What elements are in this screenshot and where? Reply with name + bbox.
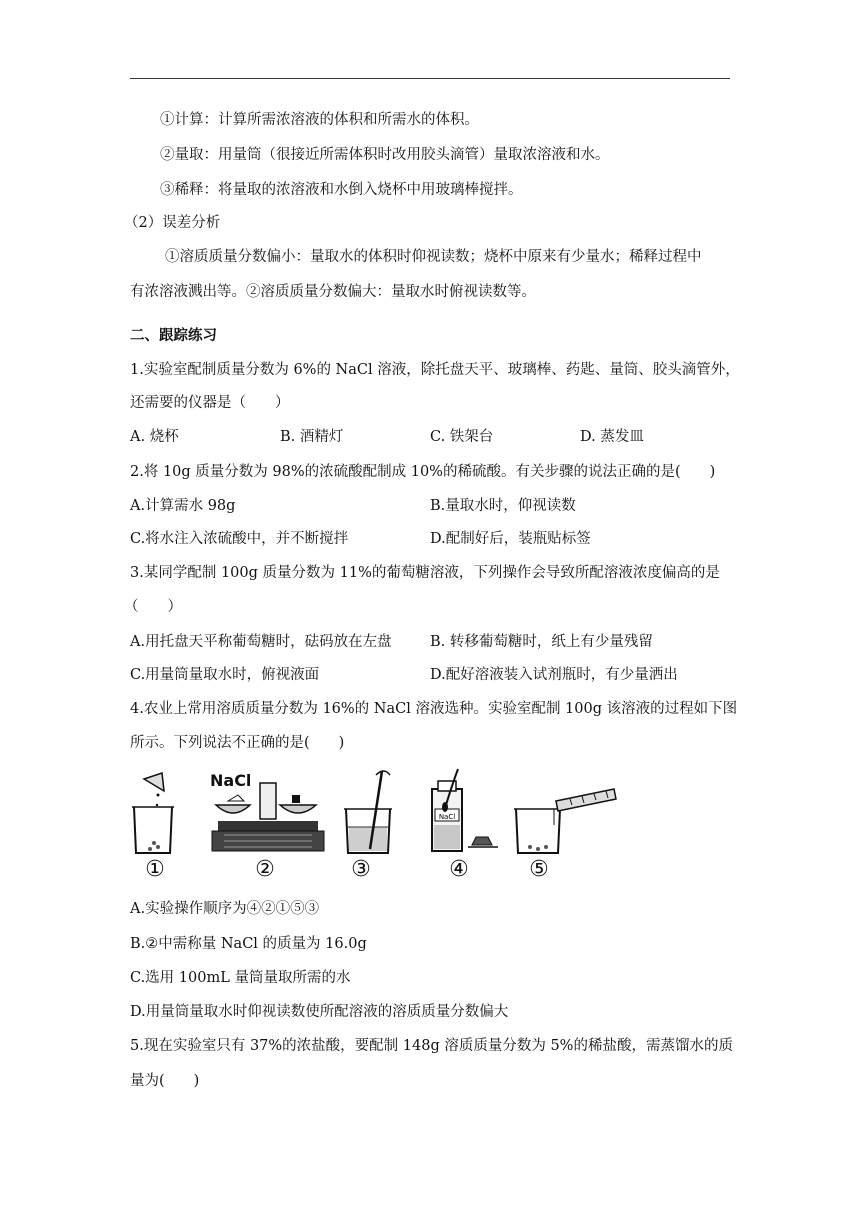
stirring-beaker-icon: [340, 765, 400, 857]
q4-option-a: A.实验操作顺序为④②①⑤③: [130, 901, 320, 917]
step-calculate: ①计算：计算所需浓溶液的体积和所需水的体积。: [160, 112, 479, 128]
bottle-label: NaCl: [438, 813, 456, 821]
q1-option-b: B. 酒精灯: [280, 429, 344, 445]
step-dilute: ③稀释：将量取的浓溶液和水倒入烧杯中用玻璃棒搅拌。: [160, 182, 523, 198]
balance-scale-icon: [208, 765, 328, 857]
pouring-water-beaker-icon: [510, 765, 620, 857]
q4-option-c: C.选用 100mL 量筒量取所需的水: [130, 970, 351, 986]
figure-number-2: ②: [255, 857, 275, 882]
q4-option-b: B.②中需称量 NaCl 的质量为 16.0g: [130, 936, 367, 952]
q3-option-c: C.用量筒量取水时，俯视液面: [130, 667, 320, 683]
q3-line1: 3.某同学配制 100g 质量分数为 11%的葡萄糖溶液，下列操作会导致所配溶液浓度偏高的是: [130, 565, 720, 581]
error-analysis-heading: （2）误差分析: [124, 215, 221, 231]
header-rule: [130, 78, 730, 79]
q1-option-a: A. 烧杯: [130, 429, 179, 445]
reagent-bottle-icon: [420, 765, 500, 857]
q1-line1: 1.实验室配制质量分数为 6%的 NaCl 溶液，除托盘天平、玻璃棒、药匙、量筒、胶头滴管外，: [130, 362, 740, 378]
q4-line2: 所示。下列说法不正确的是( ): [130, 735, 345, 751]
q2-option-d: D.配制好后，装瓶贴标签: [430, 531, 591, 547]
q4-option-d: D.用量筒量取水时仰视读数使所配溶液的溶质质量分数偏大: [130, 1004, 509, 1020]
q3-option-d: D.配好溶液装入试剂瓶时，有少量洒出: [430, 667, 678, 683]
section-title: 二、跟踪练习: [130, 328, 217, 344]
error-analysis-line1: ①溶质质量分数偏小：量取水的体积时仰视读数；烧杯中原来有少量水；稀释过程中: [165, 249, 702, 265]
q1-option-c: C. 铁架台: [430, 429, 494, 445]
step-measure: ②量取：用量筒（很接近所需体积时改用胶头滴管）量取浓溶液和水。: [160, 147, 610, 163]
q2-option-c: C.将水注入浓硫酸中，并不断搅拌: [130, 531, 349, 547]
q3-option-b: B. 转移葡萄糖时，纸上有少量残留: [430, 634, 653, 650]
figure-number-4: ④: [449, 857, 469, 882]
q2-option-a: A.计算需水 98g: [130, 498, 236, 514]
q3-line2: （ ）: [124, 599, 182, 615]
q1-line2: 还需要的仪器是（ ）: [130, 395, 290, 411]
nacl-label: NaCl: [210, 771, 252, 790]
figure-number-1: ①: [145, 857, 165, 882]
q3-option-a: A.用托盘天平称葡萄糖时，砝码放在左盘: [130, 634, 392, 650]
q1-option-d: D. 蒸发皿: [580, 429, 644, 445]
q2-option-b: B.量取水时，仰视读数: [430, 498, 576, 514]
q5-line1: 5.现在实验室只有 37%的浓盐酸，要配制 148g 溶质质量分数为 5%的稀盐酸，需蒸馏水的质: [130, 1038, 733, 1054]
error-analysis-line2: 有浓溶液溅出等。②溶质质量分数偏大：量取水时俯视读数等。: [130, 284, 536, 300]
figure-number-3: ③: [351, 857, 371, 882]
pouring-solid-beaker-icon: [128, 765, 178, 857]
lab-procedure-figure: [128, 765, 628, 885]
q2-line1: 2.将 10g 质量分数为 98%的浓硫酸配制成 10%的稀硫酸。有关步骤的说法正确的是( ): [130, 464, 716, 480]
figure-number-5: ⑤: [529, 857, 549, 882]
q4-line1: 4.农业上常用溶质质量分数为 16%的 NaCl 溶液选种。实验室配制 100g 该溶液的过程如下图: [130, 701, 738, 717]
q5-line2: 量为( ): [130, 1073, 200, 1089]
